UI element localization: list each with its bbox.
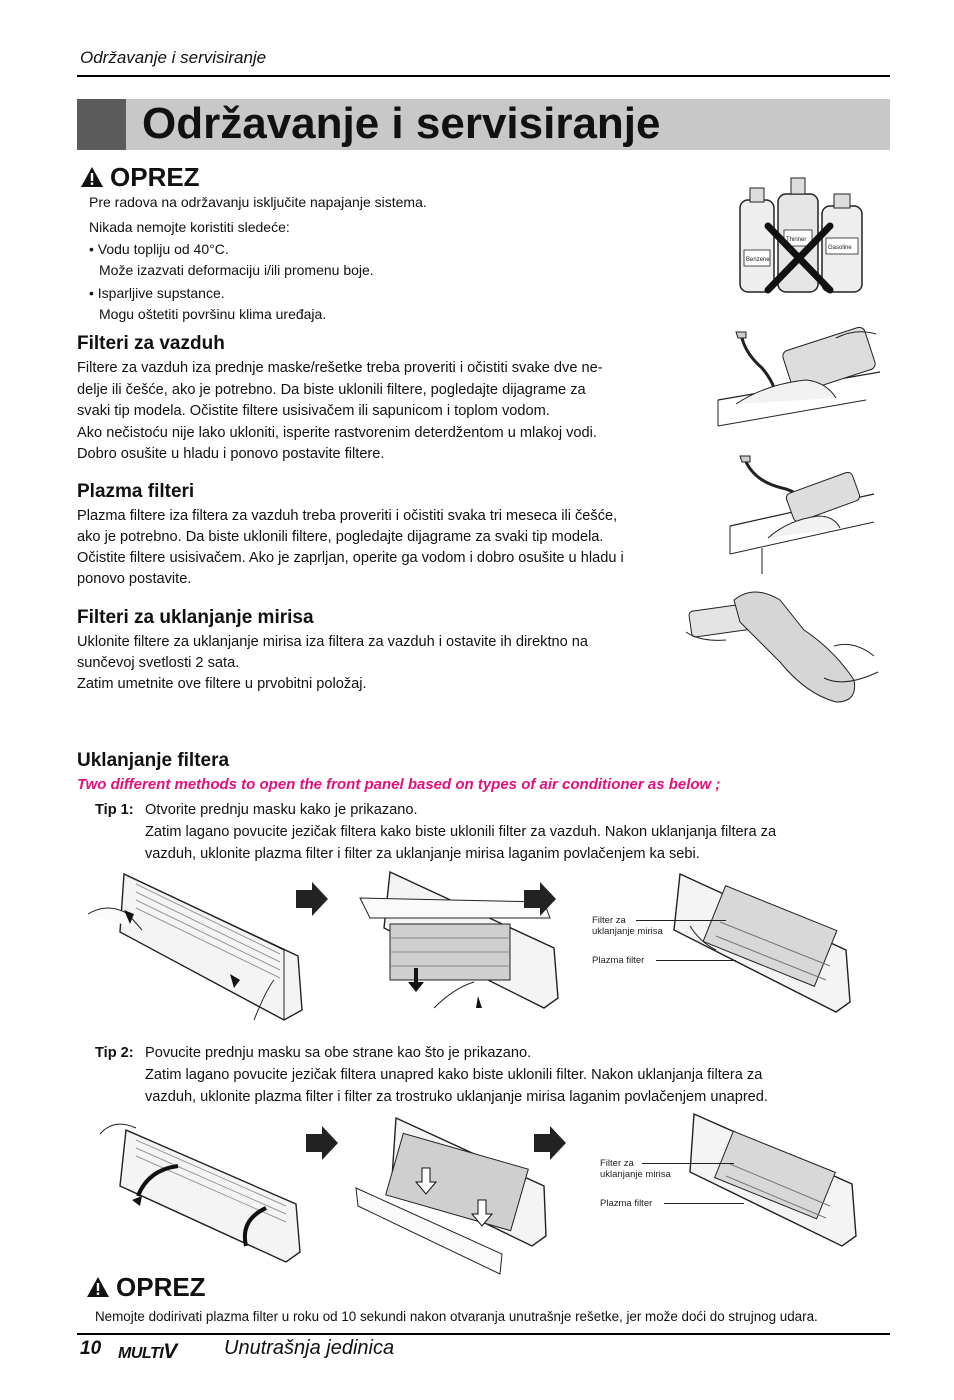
air-filters-line-4: Ako nečistoću nije lako ukloniti, isperite rastvorenim deterdžentom u mlakoj vodi.: [77, 425, 597, 441]
tip1-callout-odor-line-2: uklanjanje mirisa: [592, 926, 663, 937]
footer-section-title: Unutrašnja jedinica: [224, 1337, 395, 1359]
running-header: Održavanje i servisiranje: [80, 48, 267, 67]
caution-bullet-2-sub: Mogu oštetiti površinu klima uređaja.: [99, 306, 327, 322]
brand-logo: [118, 1340, 177, 1364]
odor-filters-line-2: sunčevoj svetlosti 2 sata.: [77, 655, 240, 671]
section-heading-filter-removal: Uklanjanje filtera: [77, 750, 230, 771]
plasma-filters-line-1: Plazma filtere iza filtera za vazduh treba proveriti i očistiti svaka tri meseca ili češće,: [77, 508, 618, 524]
tip2-label: Tip 2:: [95, 1045, 134, 1061]
plasma-filter-washing-illustration: [728, 442, 878, 576]
air-filters-line-3: svaki tip modela. Očistite filtere usisivačem ili sapunicom i toplom vodom.: [77, 403, 550, 419]
caution-bottom-text: Nemojte dodirivati plazma filter u roku od 10 sekundi nakon otvaranja unutrašnje rešetke, jer može doći do strujnog udara.: [95, 1309, 818, 1324]
step-arrow-right-icon-2: [522, 880, 558, 918]
tip2-text-1: Povucite prednju masku sa obe strane kao što je prikazano.: [145, 1045, 532, 1061]
section-heading-plasma-filters: Plazma filteri: [77, 481, 195, 502]
tip1-step1-illustration: [84, 870, 308, 1030]
warning-icon-2: [86, 1276, 110, 1298]
caution-heading-bottom: [86, 1272, 206, 1302]
tip2-step3-illustration: [680, 1110, 864, 1260]
bottle-label-thinner: Thinner: [786, 237, 807, 243]
caution-line-2: Nikada nemojte koristiti sledeće:: [89, 219, 290, 235]
odor-filters-line-3: Zatim umetnite ove filtere u prvobitni položaj.: [77, 676, 367, 692]
air-filters-line-2: delje ili češće, ako je potrebno. Da biste uklonili filtere, pogledajte dijagrame za: [77, 382, 586, 398]
footer-rule: [77, 1333, 890, 1335]
plasma-filters-line-2: ako je potrebno. Da biste uklonili filtere, pogledajte dijagrame za svaki tip modela.: [77, 529, 604, 545]
warning-icon: [80, 166, 104, 188]
tip2-step2-illustration: [352, 1114, 552, 1278]
removal-note: Two different methods to open the front panel based on types of air conditioner as below ;: [77, 776, 721, 793]
caution-label: OPREZ: [110, 162, 200, 192]
tip1-callout-plasma-leader: [656, 960, 736, 961]
tip2-line-3: vazduh, uklonite plazma filter i filter za trostruko uklanjanje mirisa laganim povlačenjem unapred.: [145, 1089, 768, 1105]
caution-bullet-1: • Vodu topliju od 40°C.: [89, 241, 229, 257]
plasma-filters-line-3: Očistite filtere usisivačem. Ako je zaprljan, operite ga vodom i dobro osušite u hladu i: [77, 550, 624, 566]
air-filter-washing-illustration: [716, 318, 882, 428]
brand-logo-text: MULTI: [118, 1345, 164, 1362]
bottle-label-benzene: Benzene: [746, 257, 770, 263]
odor-filters-line-1: Uklonite filtere za uklanjanje mirisa iza filtera za vazduh i ostavite ih direktno na: [77, 634, 589, 650]
tip2-callout-odor-line-1: Filter za: [600, 1158, 634, 1169]
faucet-icon-2: [740, 456, 750, 462]
caution-bullet-1-sub: Može izazvati deformaciju i/ili promenu boje.: [99, 262, 374, 278]
air-filters-line-5: Dobro osušite u hladu i ponovo postavite filtere.: [77, 446, 385, 462]
tip2-callout-odor: [600, 1158, 671, 1180]
tip1-text-1: Otvorite prednju masku kako je prikazano.: [145, 802, 418, 818]
tip1-callout-odor: [592, 915, 663, 937]
tip1-line-3: vazduh, uklonite plazma filter i filter za uklanjanje mirisa laganim povlačenjem ka sebi.: [145, 846, 700, 862]
tip1-line-1: [95, 800, 418, 821]
tip2-line-2: Zatim lagano povucite jezičak filtera unapred kako biste uklonili filter. Nakon uklanjanja filtera za: [145, 1067, 763, 1083]
title-block-accent: [77, 99, 126, 150]
section-heading-air-filters: Filteri za vazduh: [77, 333, 225, 354]
vacuum-cleaning-illustration: [684, 586, 884, 706]
arrow-down-icon-2: [476, 996, 482, 1008]
header-rule: [77, 75, 890, 77]
caution-bullet-2: • Isparljive supstance.: [89, 285, 225, 301]
section-heading-odor-filters: Filteri za uklanjanje mirisa: [77, 607, 314, 628]
caution-line-1: Pre radova na održavanju isključite napajanje sistema.: [89, 194, 427, 210]
caution-label-bottom: OPREZ: [116, 1272, 206, 1302]
tip2-callout-plasma: Plazma filter: [600, 1198, 653, 1209]
curved-arrow-icon: [132, 1196, 142, 1206]
tip1-callout-odor-line-1: Filter za: [592, 915, 626, 926]
step-arrow-right-icon-3: [304, 1124, 340, 1162]
brand-logo-v: V: [163, 1340, 177, 1363]
solvent-bottles-illustration: [730, 172, 870, 296]
tip2-step1-illustration: [96, 1114, 312, 1268]
page-number: 10: [80, 1338, 102, 1359]
tip1-callout-plasma: Plazma filter: [592, 955, 645, 966]
bottle-label-gasoline: Gasoline: [828, 245, 852, 251]
tip1-callout-odor-leader: [636, 920, 726, 921]
tip1-line-2: Zatim lagano povucite jezičak filtera kako biste uklonili filter za vazduh. Nakon uklanjanja filtera za: [145, 824, 777, 840]
tip1-step3-illustration: [650, 866, 862, 1016]
tip2-callout-odor-line-2: uklanjanje mirisa: [600, 1169, 671, 1180]
faucet-icon: [736, 332, 746, 338]
tip1-label: Tip 1:: [95, 802, 134, 818]
air-filters-line-1: Filtere za vazduh iza prednje maske/rešetke treba proveriti i očistiti svake dve ne-: [77, 360, 603, 376]
tip2-callout-plasma-leader: [664, 1203, 744, 1204]
caution-heading-top: [80, 162, 200, 192]
page-title: Održavanje i servisiranje: [142, 99, 661, 148]
plasma-filters-line-4: ponovo postavite.: [77, 571, 192, 587]
tip2-line-1: [95, 1043, 532, 1064]
tip2-callout-odor-leader: [642, 1163, 734, 1164]
step-arrow-right-icon: [294, 880, 330, 918]
step-arrow-right-icon-4: [532, 1124, 568, 1162]
